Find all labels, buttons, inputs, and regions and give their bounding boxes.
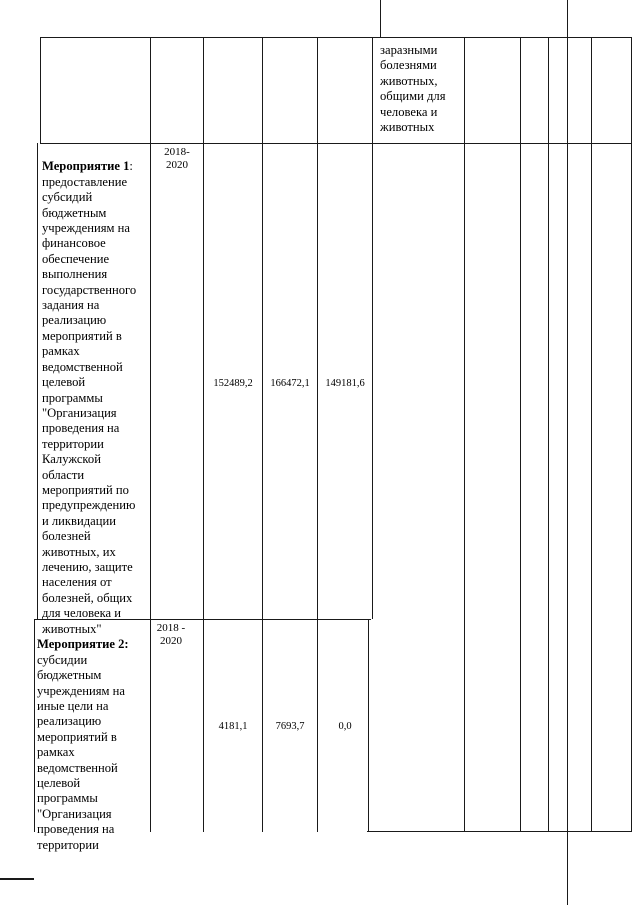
header-continuation-text: заразными болезнями животных, общими для человека и животных [380,43,446,135]
col-separator-v1-v2 [262,37,263,832]
fold-line-top [380,0,381,38]
row2-activity-title: Мероприятие 2: [37,637,129,652]
row1-activity-description: предоставление субсидий бюджетным учреждениям на финансовое обеспечение выполнения государственного задания на реализацию мероприятий в рамках ведомственной целевой программы "Организация проведения на территории Калужской области мероприятий по предупреждению и ликвидации болезней животных, их лечению, защите населения от болезней, общих для человека и животных" [42,174,137,636]
row1-value-2018: 152489,2 [213,378,253,389]
table-top-border [40,37,631,38]
row2-value-2018: 4181,1 [218,721,248,732]
table-left-border-upper [40,37,41,143]
row1-value-2020: 149181,6 [325,378,365,389]
right-col-separator-5 [591,37,592,832]
page-corner-mark [0,878,34,880]
row1-activity-cell [42,144,148,637]
right-col-separator-4 [567,0,568,905]
right-col-separator-3 [548,37,549,832]
col-separator-period-v1 [203,37,204,832]
row1-activity-title: Мероприятие 1 [42,159,130,174]
row2-value-2020: 0,0 [338,721,352,732]
row2-period: 2018 - 2020 [156,622,186,647]
right-col-separator-1 [464,37,465,832]
row2-value-2019: 7693,7 [275,721,305,732]
row1-value-2019: 166472,1 [270,378,310,389]
row1-activity-title-suffix: : [129,159,133,174]
table-right-border [631,37,632,832]
col-separator-v3-right-upper [372,37,373,619]
right-col-separator-2 [520,37,521,832]
row1-period: 2018- 2020 [164,146,190,171]
table-left-border-row1 [37,143,38,619]
row2-activity-cell [37,622,149,853]
table-left-border-row2 [34,619,35,832]
row2-activity-description: субсидии бюджетным учреждениям на иные цели на реализацию мероприятий в рамках ведомственной целевой программы "Организация проведения на территории [37,652,125,852]
col-separator-v2-v3 [317,37,318,832]
